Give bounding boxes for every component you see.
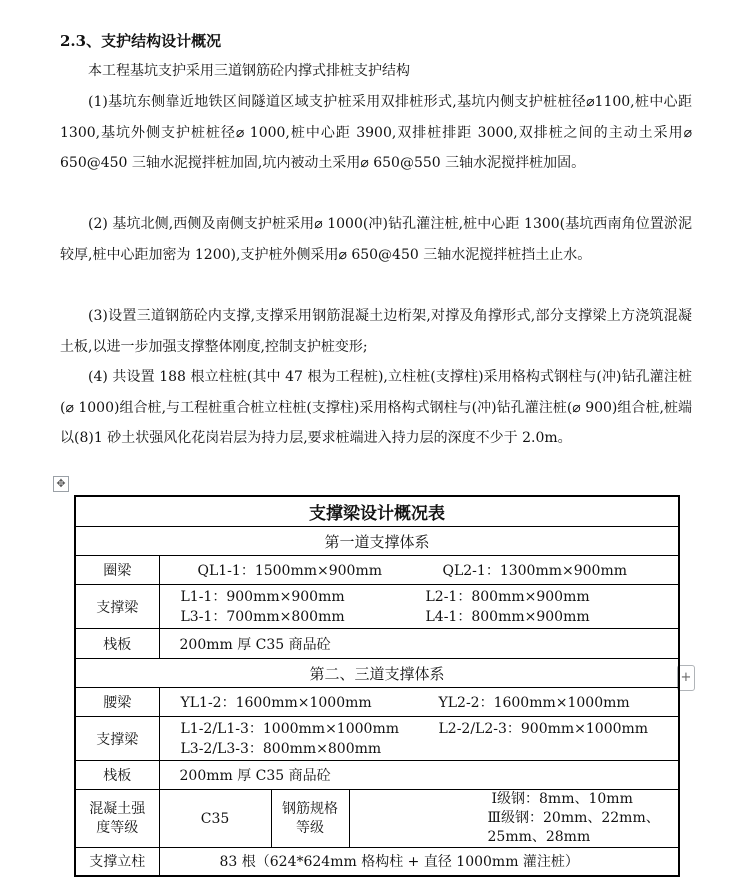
table-move-handle-icon[interactable]: ✥ <box>53 476 69 492</box>
rebar-spec-label-line1: 钢筋规格 <box>282 800 338 817</box>
table-row <box>75 848 679 876</box>
slab-label: 栈板 <box>75 629 159 659</box>
paragraph-1: (1)基坑东侧靠近地铁区间隧道区域支护桩采用双排桩形式,基坑内侧支护桩桩径⌀1100,桩中心距 1300,基坑外侧支护桩桩径⌀ 1000,桩中心距 3900,双排桩排距 3000,双排桩之间的主动土采用⌀ 650@450 三轴水泥搅拌桩加固,坑内被动土采用⌀ 650@550 三轴水泥搅拌桩加固。 <box>60 94 692 172</box>
rebar-spec-label-line2: 等级 <box>296 819 324 836</box>
paragraph-3: (3)设置三道钢筋砼内支撑,支撑采用钢筋混凝土边桁架,对撑及角撑形式,部分支撑梁上方浇筑混凝土板,以进一步加强支撑整体刚度,控制支护桩变形; <box>60 308 692 355</box>
ring-beam-b: QL2-1：1300mm×900mm <box>442 563 628 579</box>
slab-value: 200mm 厚 C35 商品砼 <box>159 629 679 659</box>
rebar-grade-3: Ⅲ级钢：20mm、22mm、25mm、28mm <box>487 810 660 845</box>
ring-beam-a: QL1-1：1500mm×900mm <box>197 563 383 579</box>
support-beam-2-label: 支撑梁 <box>75 717 159 761</box>
concrete-grade-label <box>75 790 159 848</box>
rebar-grade-1: Ⅰ级钢：8mm、10mm <box>491 791 633 807</box>
section-heading: 2.3、支护结构设计概况 <box>60 32 222 50</box>
slab-2-label: 栈板 <box>75 761 159 790</box>
paragraph-2: (2) 基坑北侧,西侧及南侧支护桩采用⌀ 1000(冲)钻孔灌注桩,桩中心距 1300(基坑西南角位置淤泥较厚,桩中心距加密为 1200),支护桩外侧采用⌀ 650@450 三轴水泥搅拌桩挡土止水。 <box>60 216 692 263</box>
support-beam-l2: L2-1：800mm×900mm <box>425 588 590 605</box>
paragraph-4: (4) 共设置 188 根立柱桩(其中 47 根为工程桩),立柱桩(支撑柱)采用格构式钢柱与(冲)钻孔灌注桩(⌀ 1000)组合桩,与工程桩重合桩立柱桩(支撑柱)采用格构式钢柱与(冲)钻孔灌注桩(⌀ 900)组合桩,桩端以(8)1 砂土状强风化花岗岩层为持力层,要求桩端进入持力层的深度不少于 2.0m。 <box>60 369 692 447</box>
support-beam-l4: L4-1：800mm×900mm <box>425 608 590 625</box>
rebar-spec-label <box>271 790 349 848</box>
table-row <box>75 688 679 717</box>
concrete-grade-value: C35 <box>159 790 271 848</box>
slab-2-value: 200mm 厚 C35 商品砼 <box>159 761 679 790</box>
table-row <box>75 790 679 848</box>
table-row <box>75 659 679 688</box>
support-beam-l3-3: L3-2/L3-3：800mm×800mm <box>180 740 382 757</box>
concrete-grade-label-line1: 混凝土强 <box>89 800 146 817</box>
section-first-support: 第一道支撑体系 <box>75 527 679 556</box>
support-beam-l3-row <box>164 739 675 759</box>
table-row <box>75 629 679 659</box>
support-beam-l2-l3: L2-2/L2-3：900mm×1000mm <box>438 720 649 737</box>
add-column-icon[interactable]: + <box>677 665 695 691</box>
table-row <box>75 556 679 585</box>
support-beam-table <box>74 495 680 877</box>
table-row <box>75 527 679 556</box>
table-row <box>75 717 679 761</box>
rebar-spec-values <box>349 790 679 848</box>
section-second-third-support: 第二、三道支撑体系 <box>75 659 679 688</box>
waist-beam-label: 腰梁 <box>75 688 159 717</box>
waist-beam-b: YL2-2：1600mm×1000mm <box>438 695 630 711</box>
support-beam-l1: L1-1：900mm×900mm <box>180 588 345 605</box>
table-row <box>75 761 679 790</box>
table-row <box>75 496 679 527</box>
support-beam-2-values <box>159 717 679 761</box>
table-title: 支撑梁设计概况表 <box>75 496 679 527</box>
support-column-value: 83 根（624*624mm 格构柱 + 直径 1000mm 灌注桩） <box>159 848 679 876</box>
waist-beam-a: YL1-2：1600mm×1000mm <box>180 695 372 711</box>
support-beam-values <box>159 585 679 629</box>
table-row <box>75 585 679 629</box>
ring-beam-label: 圈梁 <box>75 556 159 585</box>
ring-beam-values <box>159 556 679 585</box>
support-beam-l3: L3-1：700mm×800mm <box>180 608 345 625</box>
paragraph-intro: 本工程基坑支护采用三道钢筋砼内撑式排桩支护结构 <box>88 63 410 79</box>
support-beam-label: 支撑梁 <box>75 585 159 629</box>
waist-beam-values <box>159 688 679 717</box>
support-beam-l1-l3: L1-2/L1-3：1000mm×1000mm <box>180 720 399 737</box>
concrete-grade-label-line2: 度等级 <box>96 819 139 836</box>
support-column-label: 支撑立柱 <box>75 848 159 876</box>
